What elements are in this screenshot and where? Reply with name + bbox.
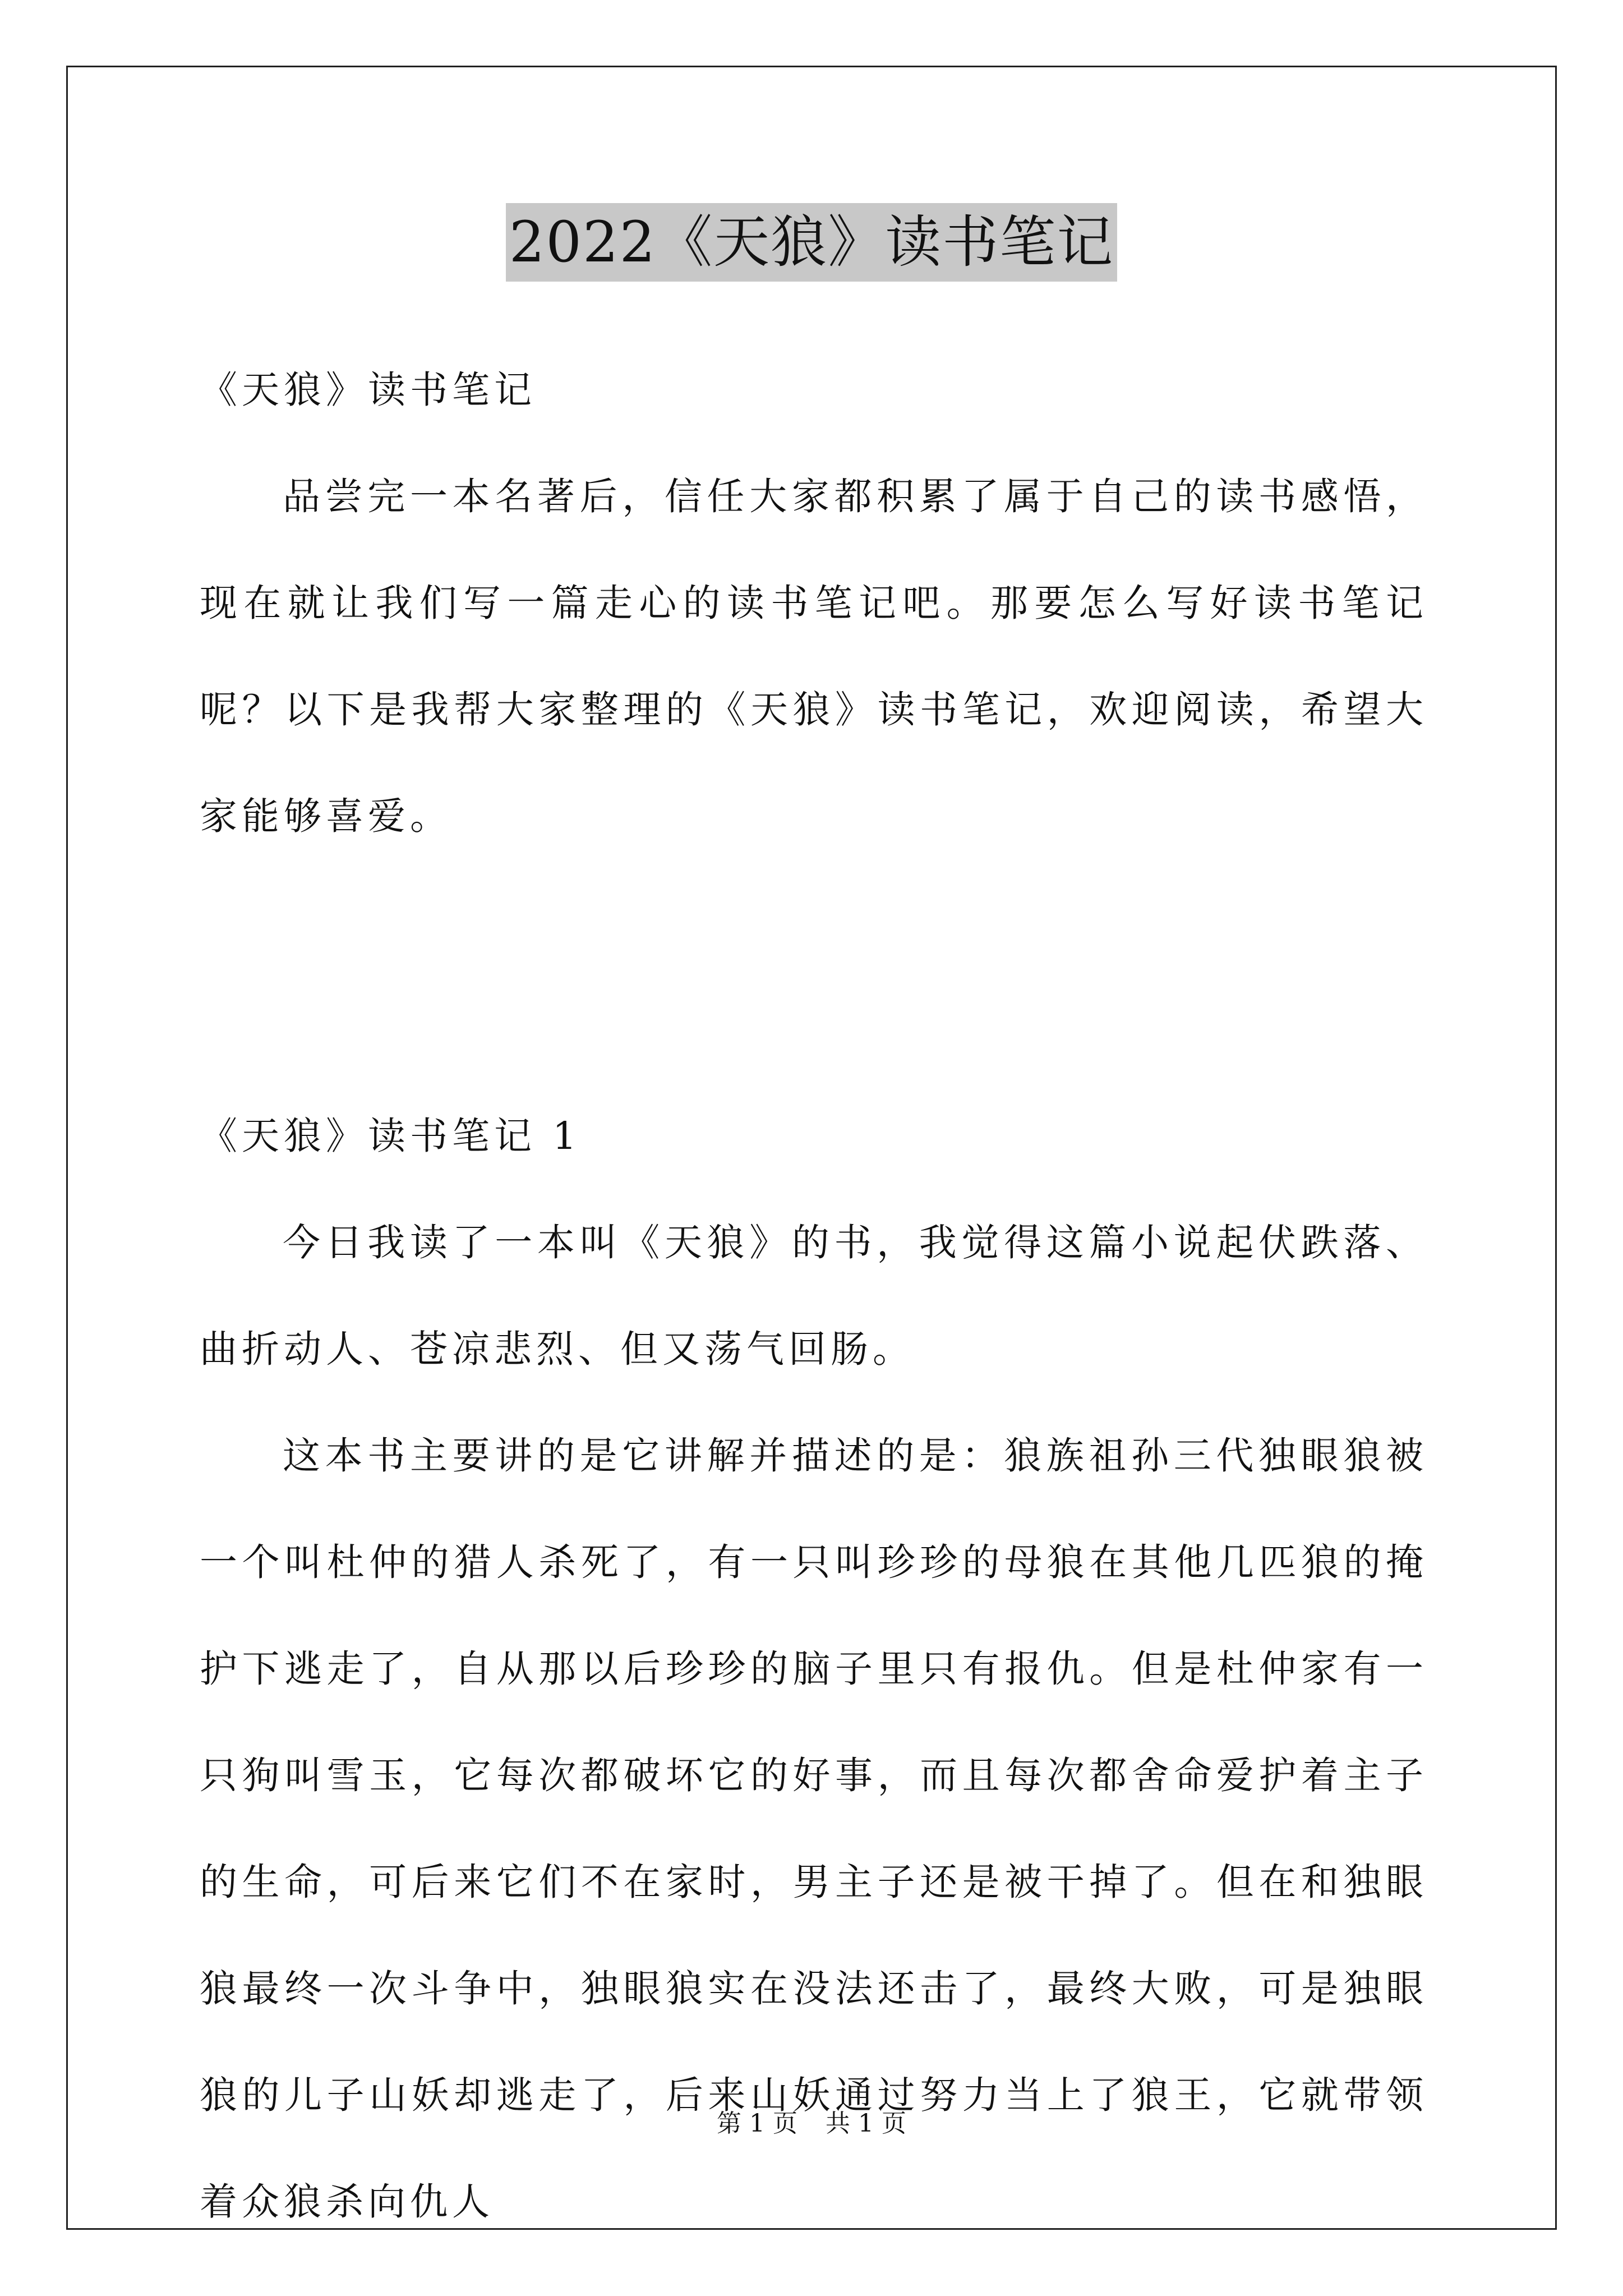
section-spacer xyxy=(200,869,1428,1083)
intro-paragraph: 品尝完一本名著后，信任大家都积累了属于自己的读书感悟，现在就让我们写一篇走心的读书笔记吧。那要怎么写好读书笔记呢？以下是我帮大家整理的《天狼》读书笔记，欢迎阅读，希望大家能够喜爱。 xyxy=(200,475,1428,838)
main-heading: 《天狼》读书笔记 xyxy=(200,368,536,412)
body-paragraph-1: 今日我读了一本叫《天狼》的书，我觉得这篇小说起伏跌落、曲折动人、苍凉悲烈、但又荡气回肠。 xyxy=(200,1221,1428,1371)
page-total: 共 1 页 xyxy=(826,2109,906,2138)
body-paragraph-2: 这本书主要讲的是它讲解并描述的是：狼族祖孙三代独眼狼被一个叫杜仲的猎人杀死了，有一只叫珍珍的母狼在其他几匹狼的掩护下逃走了，自从那以后珍珍的脑子里只有报仇。但是杜仲家有一只狗叫雪玉，它每次都破坏它的好事，而且每次都舍命爱护着主子的生命，可后来它们不在家时，男主子还是被干掉了。但在和独眼狼最终一次斗争中，独眼狼实在没法还击了，最终大败，可是独眼狼的儿子山妖却逃走了，后来山妖通过努力当上了狼王，它就带领着众狼杀向仇人 xyxy=(200,1434,1428,2224)
document-body xyxy=(200,337,1428,2255)
section-heading: 《天狼》读书笔记 1 xyxy=(200,1114,581,1158)
title-container xyxy=(0,203,1623,282)
document-title: 2022《天狼》读书笔记 xyxy=(506,203,1118,282)
page-number: 第 1 页 xyxy=(717,2109,797,2138)
page-footer xyxy=(0,2107,1623,2141)
